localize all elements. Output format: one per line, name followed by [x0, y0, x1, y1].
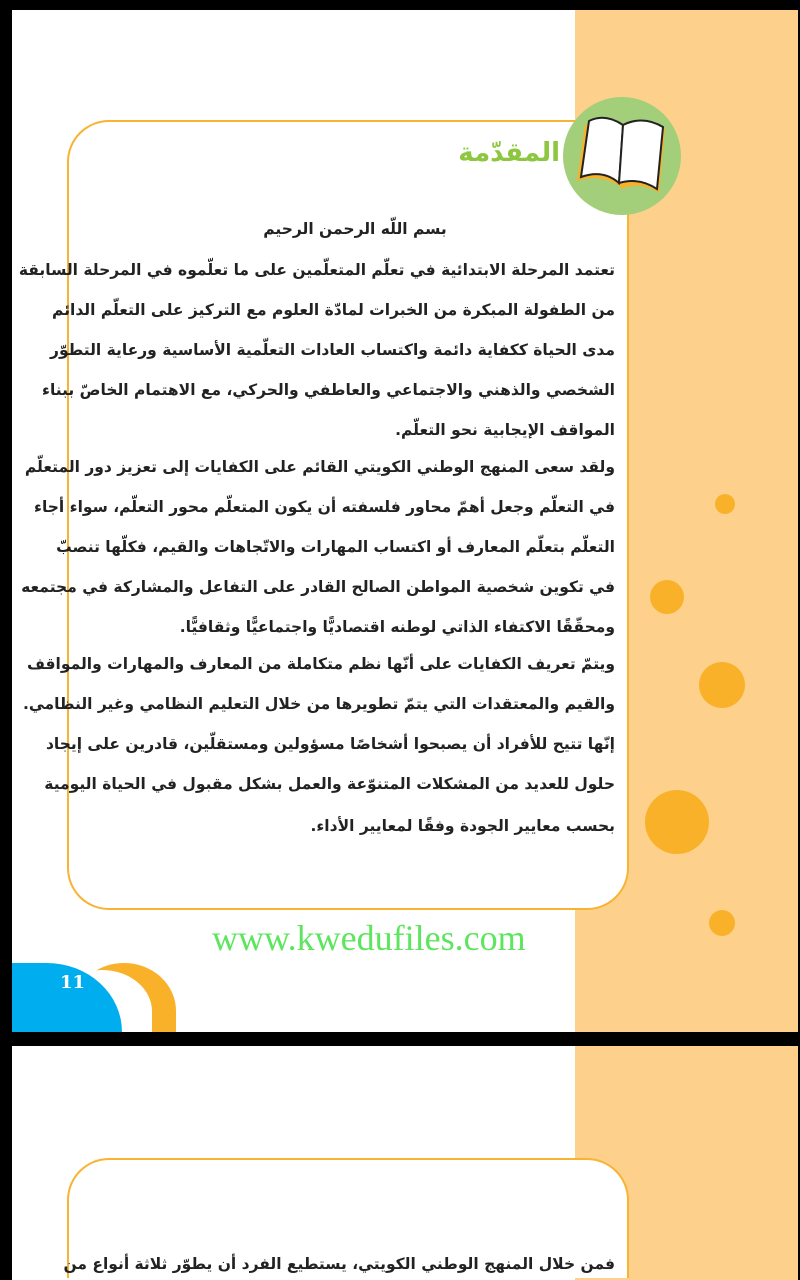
decor-dot — [645, 790, 709, 854]
page-11 — [12, 10, 798, 1032]
open-book-icon — [563, 97, 681, 215]
text-line: الشخصي والذهني والاجتماعي والعاطفي والحركي، مع الاهتمام الخاصّ ببناء — [42, 381, 615, 399]
page-12 — [12, 1046, 798, 1280]
decor-dot — [709, 910, 735, 936]
decor-dot — [699, 662, 745, 708]
watermark: www.kwedufiles.com — [212, 918, 526, 958]
text-line: حلول للعديد من المشكلات المتنوّعة والعمل بشكل مقبول في الحياة اليومية — [44, 775, 615, 793]
text-line: والقيم والمعتقدات التي يتمّ تطويرها من خلال التعليم النظامي وغير النظامي. — [22, 695, 615, 713]
decor-dot — [715, 494, 735, 514]
text-line: التعلّم بتعلّم المعارف أو اكتساب المهارات والاتّجاهات والقيم، فكلّها تنصبّ — [56, 538, 615, 556]
text-line: إنّها تتيح للأفراد أن يصبحوا أشخاصًا مسؤولين ومستقلّين، قادرين على إيجاد — [45, 735, 615, 753]
text-line: تعتمد المرحلة الابتدائية في تعلّم المتعلّمين على ما تعلّموه في المرحلة السابقة — [18, 261, 615, 279]
text-line: في تكوين شخصية المواطن الصالح القادر على التفاعل والمشاركة في مجتمعه — [21, 578, 615, 596]
text-line: ومحقّقًا الاكتفاء الذاتي لوطنه اقتصاديًّا واجتماعيًّا وثقافيًّا. — [179, 618, 615, 636]
section-title: المقدّمة — [458, 138, 560, 168]
basmala: بسم اللّه الرحمن الرحيم — [263, 220, 447, 238]
page-number: 11 — [60, 972, 86, 993]
badge — [563, 97, 681, 215]
text-line: من الطفولة المبكرة من الخبرات لمادّة العلوم مع التركيز على التعلّم الدائم — [52, 301, 615, 319]
text-line: المواقف الإيجابية نحو التعلّم. — [395, 421, 615, 439]
text-line: ولقد سعى المنهج الوطني الكويتي القائم على الكفايات إلى تعزيز دور المتعلّم — [24, 458, 615, 476]
text-line: فمن خلال المنهج الوطني الكويتي، يستطيع الفرد أن يطوّر ثلاثة أنواع من — [63, 1255, 615, 1273]
text-line: في التعلّم وجعل أهمّ محاور فلسفته أن يكون المتعلّم محور التعلّم، سواء أجاء — [34, 498, 615, 516]
text-line: ويتمّ تعريف الكفايات على أنّها نظم متكاملة من المعارف والمهارات والمواقف — [26, 655, 615, 673]
text-line: مدى الحياة ككفاية دائمة واكتساب العادات التعلّمية الأساسية ورعاية التطوّر — [50, 341, 615, 359]
text-line: بحسب معايير الجودة وفقًا لمعايير الأداء. — [310, 817, 615, 835]
decor-dot — [650, 580, 684, 614]
